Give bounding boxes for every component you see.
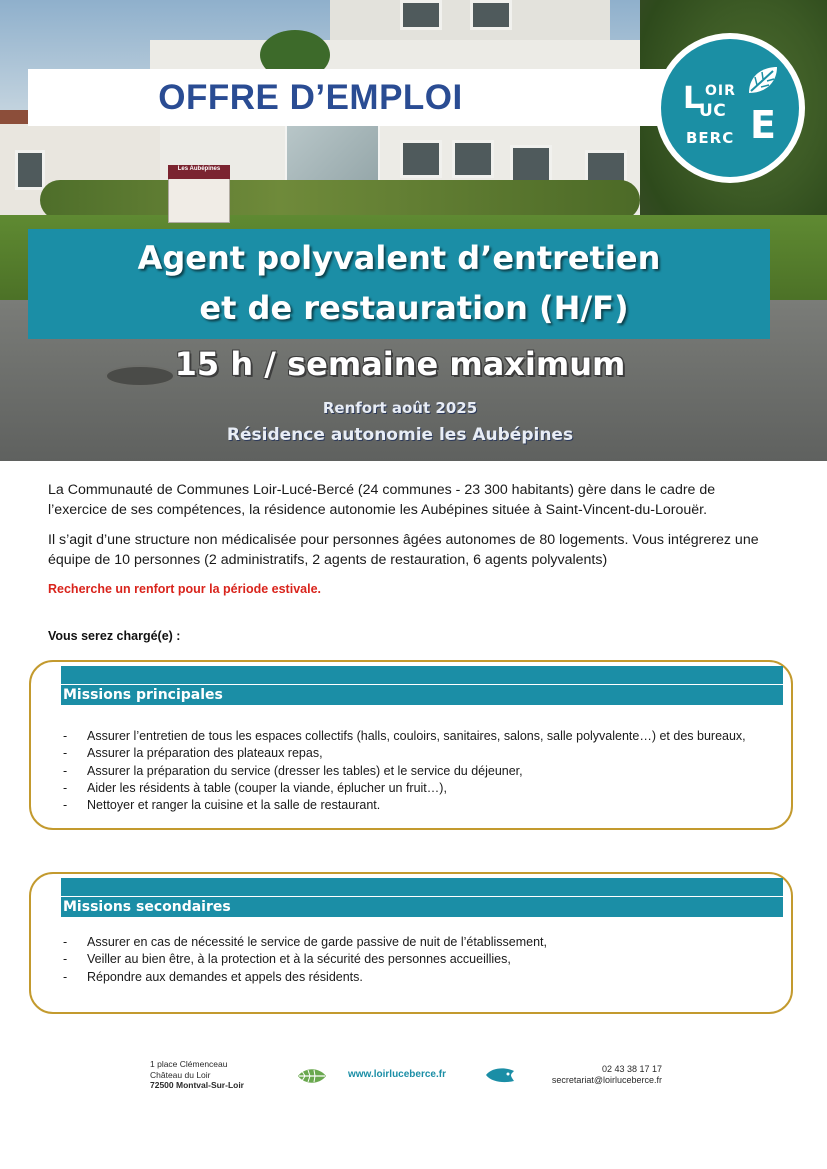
secondary-missions-heading: Missions secondaires [63,899,231,915]
logo-circle [661,39,799,177]
list-dash: - [63,935,68,949]
list-item [63,780,746,797]
structure-paragraph: Il s’agit d’une structure non médicalisée pour personnes âgées autonomes de 80 logements. Vous intégrerez une équipe de 10 personnes (2 administratifs, 2 agents de restauration, 6 agents polyvalents) [48,532,759,568]
website-link[interactable]: www.loirluceberce.fr [348,1069,446,1080]
residence-sign-text: Les Aubépines [177,166,221,172]
logo-letter-e: E [750,103,776,147]
list-dash: - [63,798,68,813]
list-item-text: Veiller au bien être, à la protection et à la sécurité des personnes accueillies, [87,952,511,967]
footer-address [150,1059,244,1091]
responsibilities-intro: Vous serez chargé(e) : [48,629,181,643]
reinforcement-period: Renfort août 2025 [322,399,478,417]
list-item [63,934,547,951]
leaf-icon [745,65,779,97]
list-item [63,951,547,968]
list-item-text: Aider les résidents à table (couper la viande, éplucher un fruit…), [87,780,447,795]
window [15,150,45,190]
secondary-missions-heading-bar [61,897,783,917]
list-item [63,969,547,986]
list-item-text: Assurer la préparation du service (dresser les tables) et le service du déjeuner, [87,763,523,778]
fish-icon [484,1065,516,1085]
secondary-missions-box [29,872,793,1014]
list-item-text: Assurer en cas de nécessité le service de garde passive de nuit de l’établissement, [87,935,547,949]
list-item-text: Répondre aux demandes et appels des résidents. [87,969,363,984]
main-missions-heading-bar [61,685,783,705]
logo-text-berc: BERC [686,129,735,147]
secondary-missions-list [63,934,547,986]
loir-luce-berce-logo [655,33,805,183]
window [400,0,442,30]
list-item [63,745,746,762]
hedge [40,180,640,220]
list-item [63,728,746,745]
window [452,140,494,178]
intro-paragraph: La Communauté de Communes Loir-Lucé-Bercé (24 communes - 23 300 habitants) gère dans le cadre de l’exercice de ses compétences, la résidence autonomie les Aubépines située à Saint-Vincent-du-Lorouër. [48,482,716,518]
list-item-text: Assurer la préparation des plateaux repas, [87,746,323,761]
list-dash: - [63,780,68,795]
window [510,145,552,183]
offer-title: OFFRE D’EMPLOI [158,77,463,117]
window [470,0,512,30]
list-item-text: Assurer l’entretien de tous les espaces collectifs (halls, couloirs, sanitaires, salons, salle polyvalente…) et des bureaux, [87,729,746,743]
list-dash: - [63,746,68,761]
address-line: 1 place Clémenceau [150,1059,228,1069]
job-title-band [28,229,770,339]
list-dash: - [63,969,68,984]
seasonal-highlight: Recherche un renfort pour la période estivale. [48,582,321,596]
list-item [63,797,746,814]
heading-strip [61,666,783,684]
email-address[interactable]: secretariat@loirluceberce.fr [551,1075,662,1085]
working-hours: 15 h / semaine maximum [174,345,626,383]
logo-text-oir: OIR [705,83,736,99]
phone-number: 02 43 38 17 17 [601,1064,662,1074]
job-title-line-1: Agent polyvalent d’entretien [137,239,661,277]
main-missions-box [29,660,793,830]
window [400,140,442,178]
address-line: 72500 Montval-Sur-Loir [150,1080,244,1090]
residence-name: Résidence autonomie les Aubépines [226,425,574,445]
job-title-line-2: et de restauration (H/F) [199,289,629,327]
footer-contact [536,1064,662,1086]
list-dash: - [63,729,68,743]
list-dash: - [63,763,68,778]
leaf-icon [297,1067,327,1085]
list-item-text: Nettoyer et ranger la cuisine et la salle de restaurant. [87,798,381,813]
main-missions-list [63,728,746,814]
logo-text-uc: UC [699,101,727,121]
main-missions-heading: Missions principales [63,687,223,703]
logo-letter-l: L [683,81,703,116]
list-item [63,763,746,780]
offer-title-banner [28,69,688,126]
heading-strip [61,878,783,896]
list-dash: - [63,952,68,967]
address-line: Château du Loir [150,1069,211,1080]
